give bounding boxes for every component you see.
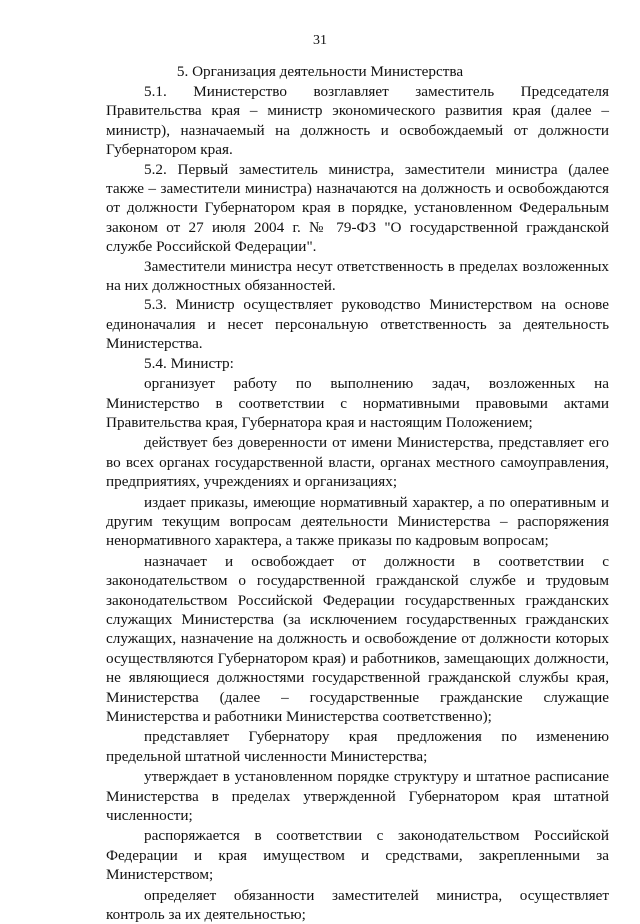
list-item: действует без доверенности от имени Министерства, представляет его во всех органах государственной власти, органах местного самоуправления, предприятиях, учреждениях и организациях; — [106, 434, 609, 491]
paragraph-5-3: 5.3. Министр осуществляет руководство Министерством на основе единоначалия и несет персональную ответственность за деятельность Министерства. — [106, 296, 609, 353]
document-body — [106, 82, 609, 924]
list-item: распоряжается в соответствии с законодательством Российской Федерации и края имуществом и средствами, закрепленными за Министерством; — [106, 827, 609, 884]
list-item: организует работу по выполнению задач, возложенных на Министерство в соответствии с нормативными правовыми актами Правительства края, Губернатора края и настоящим Положением; — [106, 375, 609, 431]
paragraph-deputies-responsibility: Заместители министра несут ответственность в пределах возложенных на них должностных обязанностей. — [106, 257, 609, 295]
paragraph-5-1: 5.1. Министерство возглавляет заместитель Председателя Правительства края – министр экономического развития края (далее – министр), назначаемый на должность и освобождаемый от должности Губернатором края. — [106, 83, 609, 159]
paragraph-5-2: 5.2. Первый заместитель министра, заместители министра (далее также – заместители министра) назначаются на должность и освобождаются от должности Губернатором края в порядке, установленном Федеральным законом от 27 июля 2004 г. № 79-ФЗ "О государственной гражданской службе Российской Федерации". — [106, 160, 609, 256]
page-number: 31 — [313, 33, 327, 48]
paragraph-5-4: 5.4. Министр: — [144, 354, 234, 372]
list-item: назначает и освобождает от должности в соответствии с законодательством о государственной гражданской службе и трудовым законодательством Российской Федерации государственных гражданских служащих Министерства (за исключением государственных гражданских служащих, назначение на должность и освобождение от должности которых осуществляются Губернатором края) и работников, замещающих должности, не являющиеся должностями государственной гражданской службы края, Министерства (далее – государственные гражданские служащие Министерства и работники Министерства соответственно); — [106, 552, 609, 725]
section-title: 5. Организация деятельности Министерства — [176, 63, 464, 80]
list-item: издает приказы, имеющие нормативный характер, а по оперативным и другим текущим вопросам деятельности Министерства – распоряжения ненормативного характера, а также приказы по кадровым вопросам; — [106, 493, 609, 550]
list-item: утверждает в установленном порядке структуру и штатное расписание Министерства в пределах утвержденной Губернатором края штатной численности; — [106, 768, 609, 825]
list-item: представляет Губернатору края предложения по изменению предельной штатной численности Министерства; — [106, 728, 609, 765]
list-item: определяет обязанности заместителей министра, осуществляет контроль за их деятельностью; — [106, 886, 609, 924]
